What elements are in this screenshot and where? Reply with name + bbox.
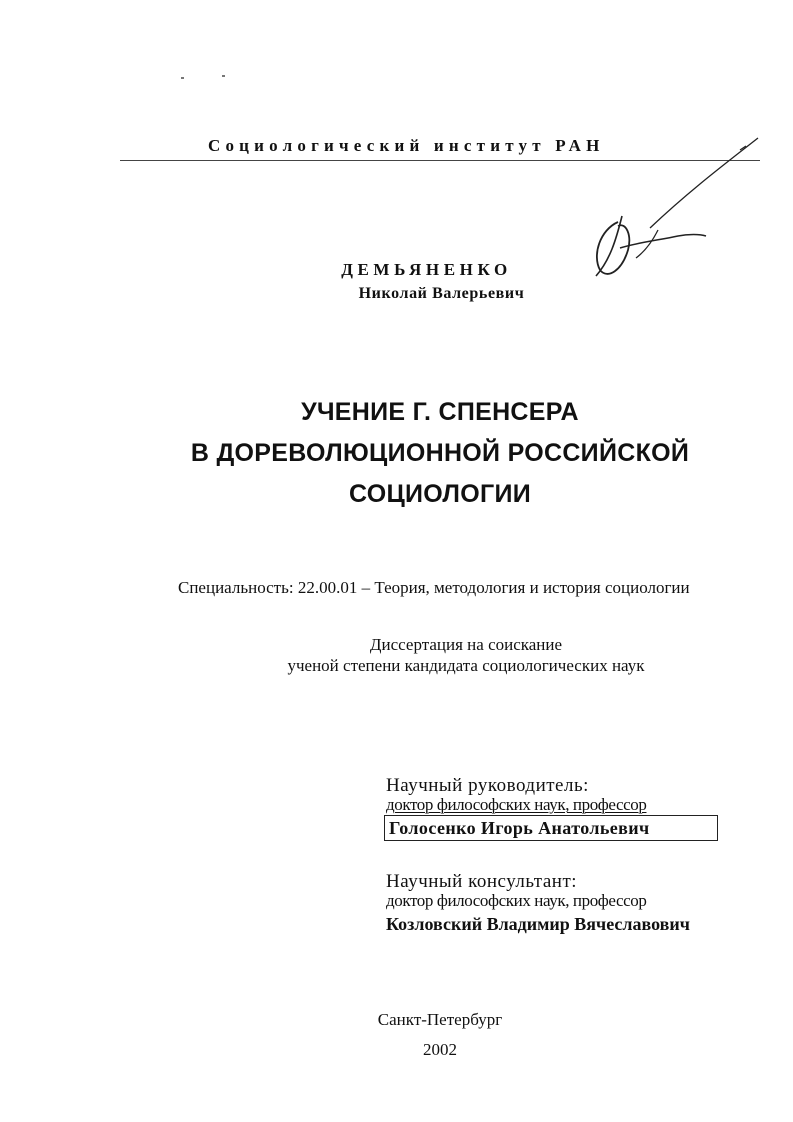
consultant-label: Научный консультант: (386, 871, 578, 892)
dissertation-line-2: ученой степени кандидата социологических наук (287, 656, 645, 675)
supervisor-name: Голосенко Игорь Анатольевич (384, 815, 718, 841)
title-line-1: УЧЕНИЕ Г. СПЕНСЕРА (301, 398, 579, 426)
supervisor-degree: доктор философских наук, профессор (386, 795, 647, 814)
author-surname: ДЕМЬЯНЕНКО (341, 260, 512, 279)
year: 2002 (423, 1040, 457, 1059)
consultant-name: Козловский Владимир Вячеславович (386, 914, 690, 934)
city: Санкт-Петербург (377, 1010, 503, 1029)
title-line-3: СОЦИОЛОГИИ (348, 480, 532, 508)
institute-header: Социологический институт РАН (208, 136, 605, 155)
dissertation-line-1: Диссертация на соискание (369, 635, 563, 654)
title-line-2: В ДОРЕВОЛЮЦИОННОЙ РОССИЙСКОЙ (190, 439, 690, 467)
specialty-line: Специальность: 22.00.01 – Теория, методология и история социологии (178, 578, 690, 597)
scan-speck (181, 77, 184, 79)
author-given-names: Николай Валерьевич (358, 285, 525, 302)
supervisor-label: Научный руководитель: (386, 775, 589, 796)
consultant-degree: доктор философских наук, профессор (386, 891, 647, 910)
scan-speck (222, 75, 225, 77)
